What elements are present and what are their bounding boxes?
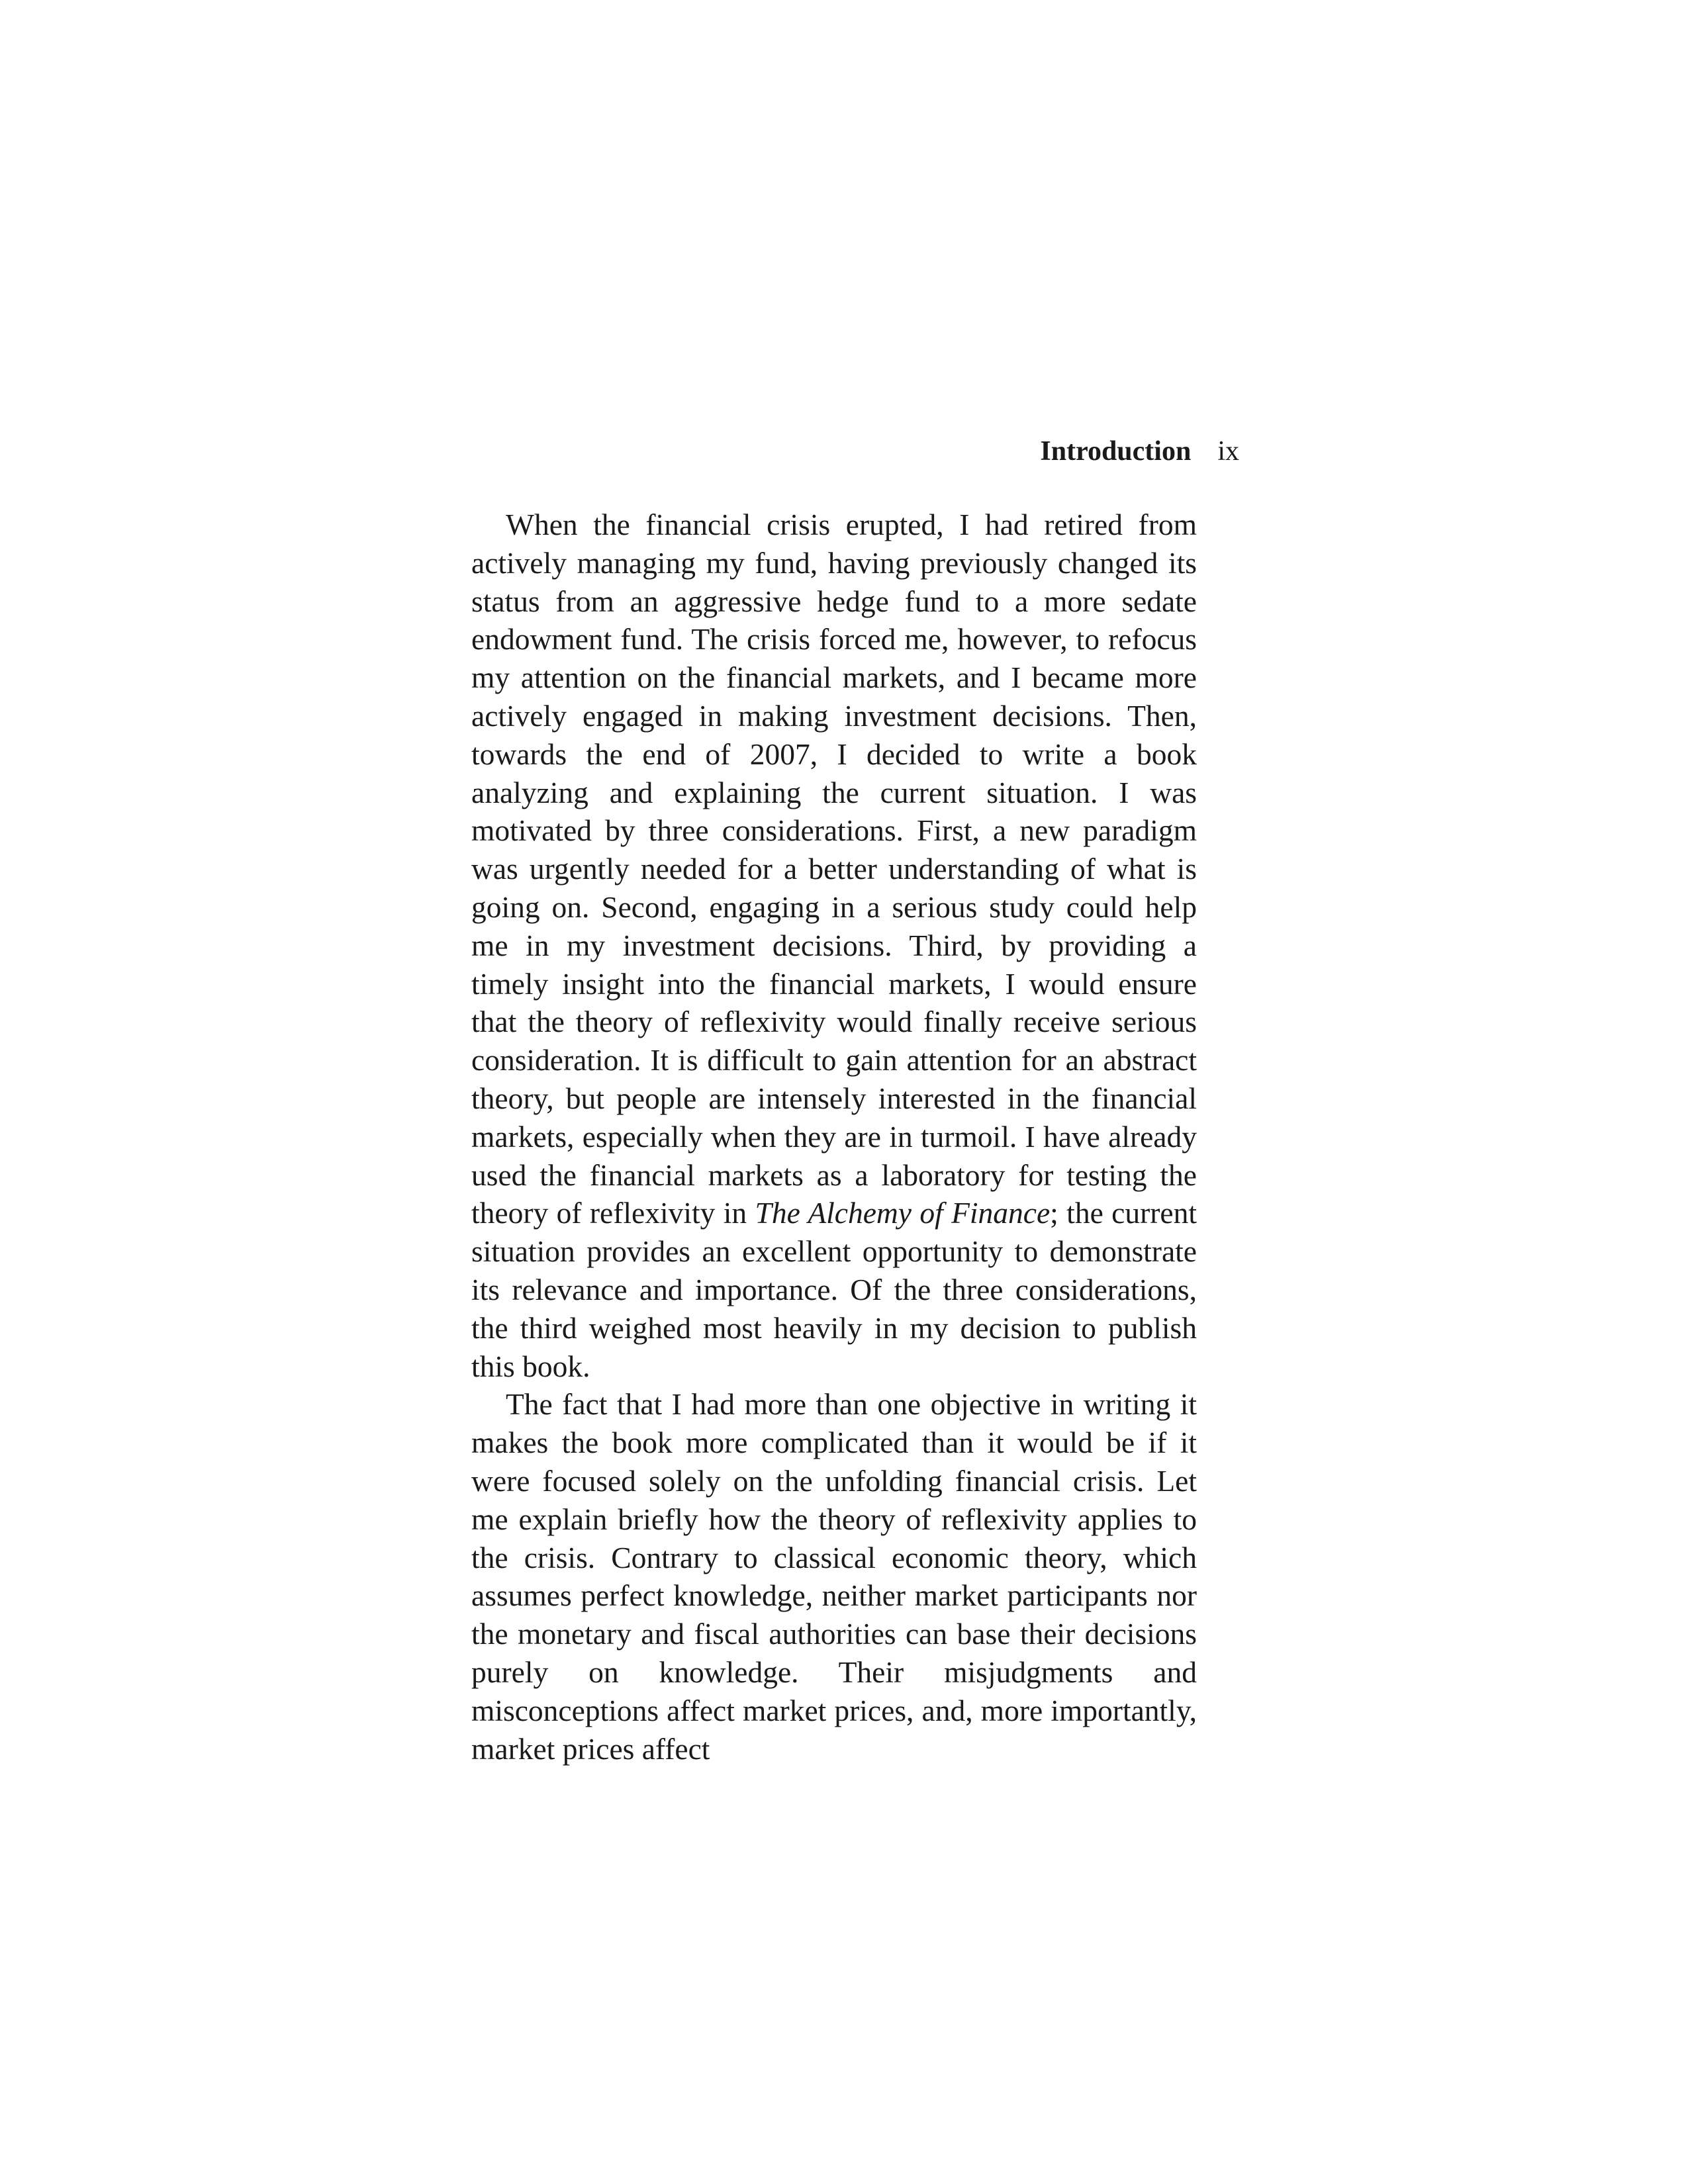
paragraph-1-text-b: ; the current situation provides an excellent opportunity to demonstrate its relevance and importance. Of the three considerations, the third weighed most heavily in my decision to publish this book. bbox=[471, 1196, 1197, 1383]
running-head bbox=[0, 432, 1239, 471]
book-title-italic: The Alchemy of Finance bbox=[755, 1196, 1051, 1230]
paragraph-1 bbox=[471, 506, 1197, 1385]
paragraph-2: The fact that I had more than one objective in writing it makes the book more complicated than it would be if it were focused solely on the unfolding financial crisis. Let me explain briefly how the theory of reflexivity applies to the crisis. Contrary to classical economic theory, which assumes perfect knowledge, neither market participants nor the monetary and fiscal authorities can base their decisions purely on knowledge. Their misjudgments and misconceptions affect market prices, and, more importantly, market prices affect bbox=[471, 1387, 1197, 1766]
page-number: ix bbox=[1217, 436, 1239, 467]
chapter-title: Introduction bbox=[1040, 436, 1192, 467]
paragraph-1-text-a: When the financial crisis erupted, I had retired from actively managing my fund, having previously changed its status from an aggressive hedge fund to a more sedate endowment fund. The crisis forced me, however, to refocus my attention on the financial markets, and I became more actively engaged in making investment decisions. Then, towards the end of 2007, I decided to write a book analyzing and explaining the current situation. I was motivated by three considerations. First, a new paradigm was urgently needed for a better understanding of what is going on. Second, engaging in a serious study could help me in my investment decisions. Third, by providing a timely insight into the financial markets, I would ensure that the theory of reflexivity would finally receive serious consideration. It is difficult to gain attention for an abstract theory, but people are intensely interested in the financial markets, especially when they are in turmoil. I have already used the financial markets as a laboratory for testing the theory of reflexivity in bbox=[471, 508, 1197, 1230]
body-text bbox=[471, 506, 1197, 1768]
